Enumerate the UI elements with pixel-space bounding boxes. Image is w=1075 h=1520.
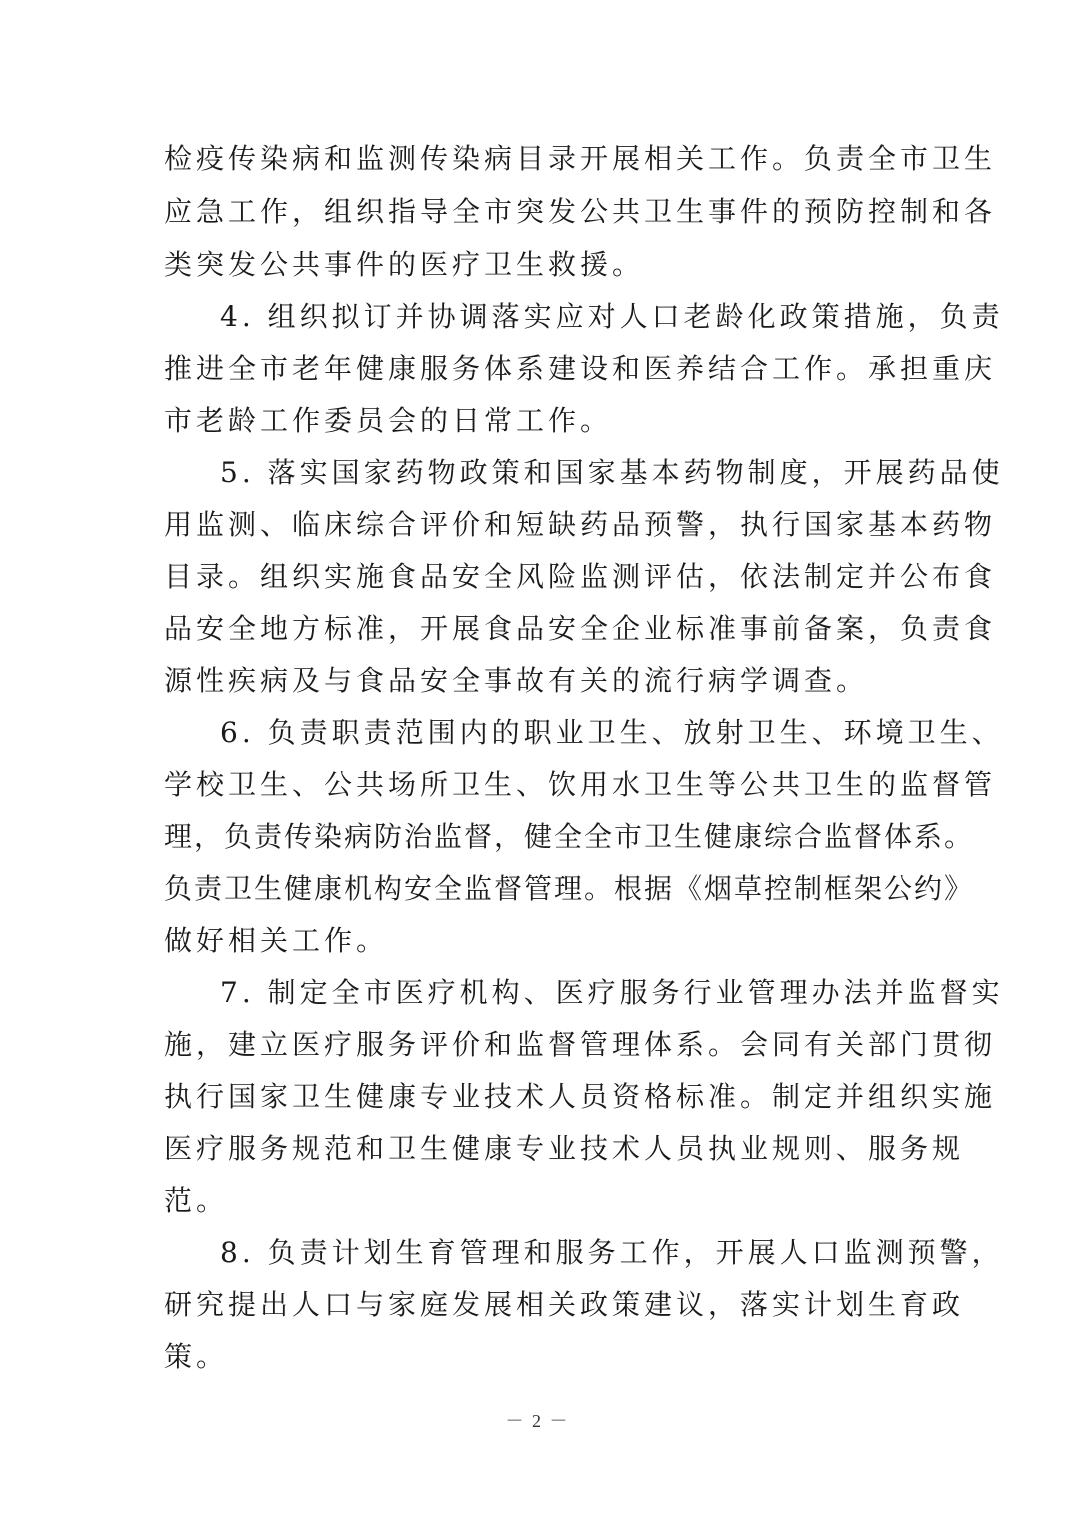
text-line: 市老龄工作委员会的日常工作。 bbox=[164, 404, 613, 437]
text-line: 学校卫生、公共场所卫生、饮用水卫生等公共卫生的监督管 bbox=[164, 768, 997, 801]
page-number: － 2 － bbox=[505, 1411, 570, 1431]
text-line: 用监测、临床综合评价和短缺药品预警，执行国家基本药物 bbox=[164, 508, 997, 541]
text-line: 检疫传染病和监测传染病目录开展相关工作。负责全市卫生 bbox=[164, 142, 997, 175]
text-line: 研究提出人口与家庭发展相关政策建议，落实计划生育政 bbox=[164, 1288, 965, 1321]
list-item-5-first-line: 5. 落实国家药物政策和国家基本药物制度，开展药品使 bbox=[220, 456, 1004, 489]
text-line: 品安全地方标准，开展食品安全企业标准事前备案，负责食 bbox=[164, 612, 997, 645]
text-line: 做好相关工作。 bbox=[164, 924, 389, 957]
text-line: 执行国家卫生健康专业技术人员资格标准。制定并组织实施 bbox=[164, 1080, 997, 1113]
text-line: 负责卫生健康机构安全监督管理。根据《烟草控制框架公约》 bbox=[164, 872, 975, 905]
list-item-7-first-line: 7. 制定全市医疗机构、医疗服务行业管理办法并监督实 bbox=[220, 976, 1004, 1009]
text-line: 理，负责传染病防治监督，健全全市卫生健康综合监督体系。 bbox=[164, 820, 975, 853]
text-line: 施，建立医疗服务评价和监督管理体系。会同有关部门贯彻 bbox=[164, 1028, 997, 1061]
text-line: 医疗服务规范和卫生健康专业技术人员执业规则、服务规 bbox=[164, 1132, 965, 1165]
text-line: 类突发公共事件的医疗卫生救援。 bbox=[164, 248, 645, 281]
text-line: 策。 bbox=[164, 1340, 229, 1373]
list-item-4-first-line: 4. 组织拟订并协调落实应对人口老龄化政策措施，负责 bbox=[220, 300, 1004, 333]
text-line: 目录。组织实施食品安全风险监测评估，依法制定并公布食 bbox=[164, 560, 997, 593]
list-item-6-first-line: 6. 负责职责范围内的职业卫生、放射卫生、环境卫生、 bbox=[220, 716, 1004, 749]
text-line: 应急工作，组织指导全市突发公共卫生事件的预防控制和各 bbox=[164, 195, 997, 228]
text-line: 推进全市老年健康服务体系建设和医养结合工作。承担重庆 bbox=[164, 352, 997, 385]
list-item-8-first-line: 8. 负责计划生育管理和服务工作，开展人口监测预警， bbox=[220, 1236, 1004, 1269]
text-line: 源性疾病及与食品安全事故有关的流行病学调查。 bbox=[164, 664, 869, 697]
text-line: 范。 bbox=[164, 1184, 229, 1217]
